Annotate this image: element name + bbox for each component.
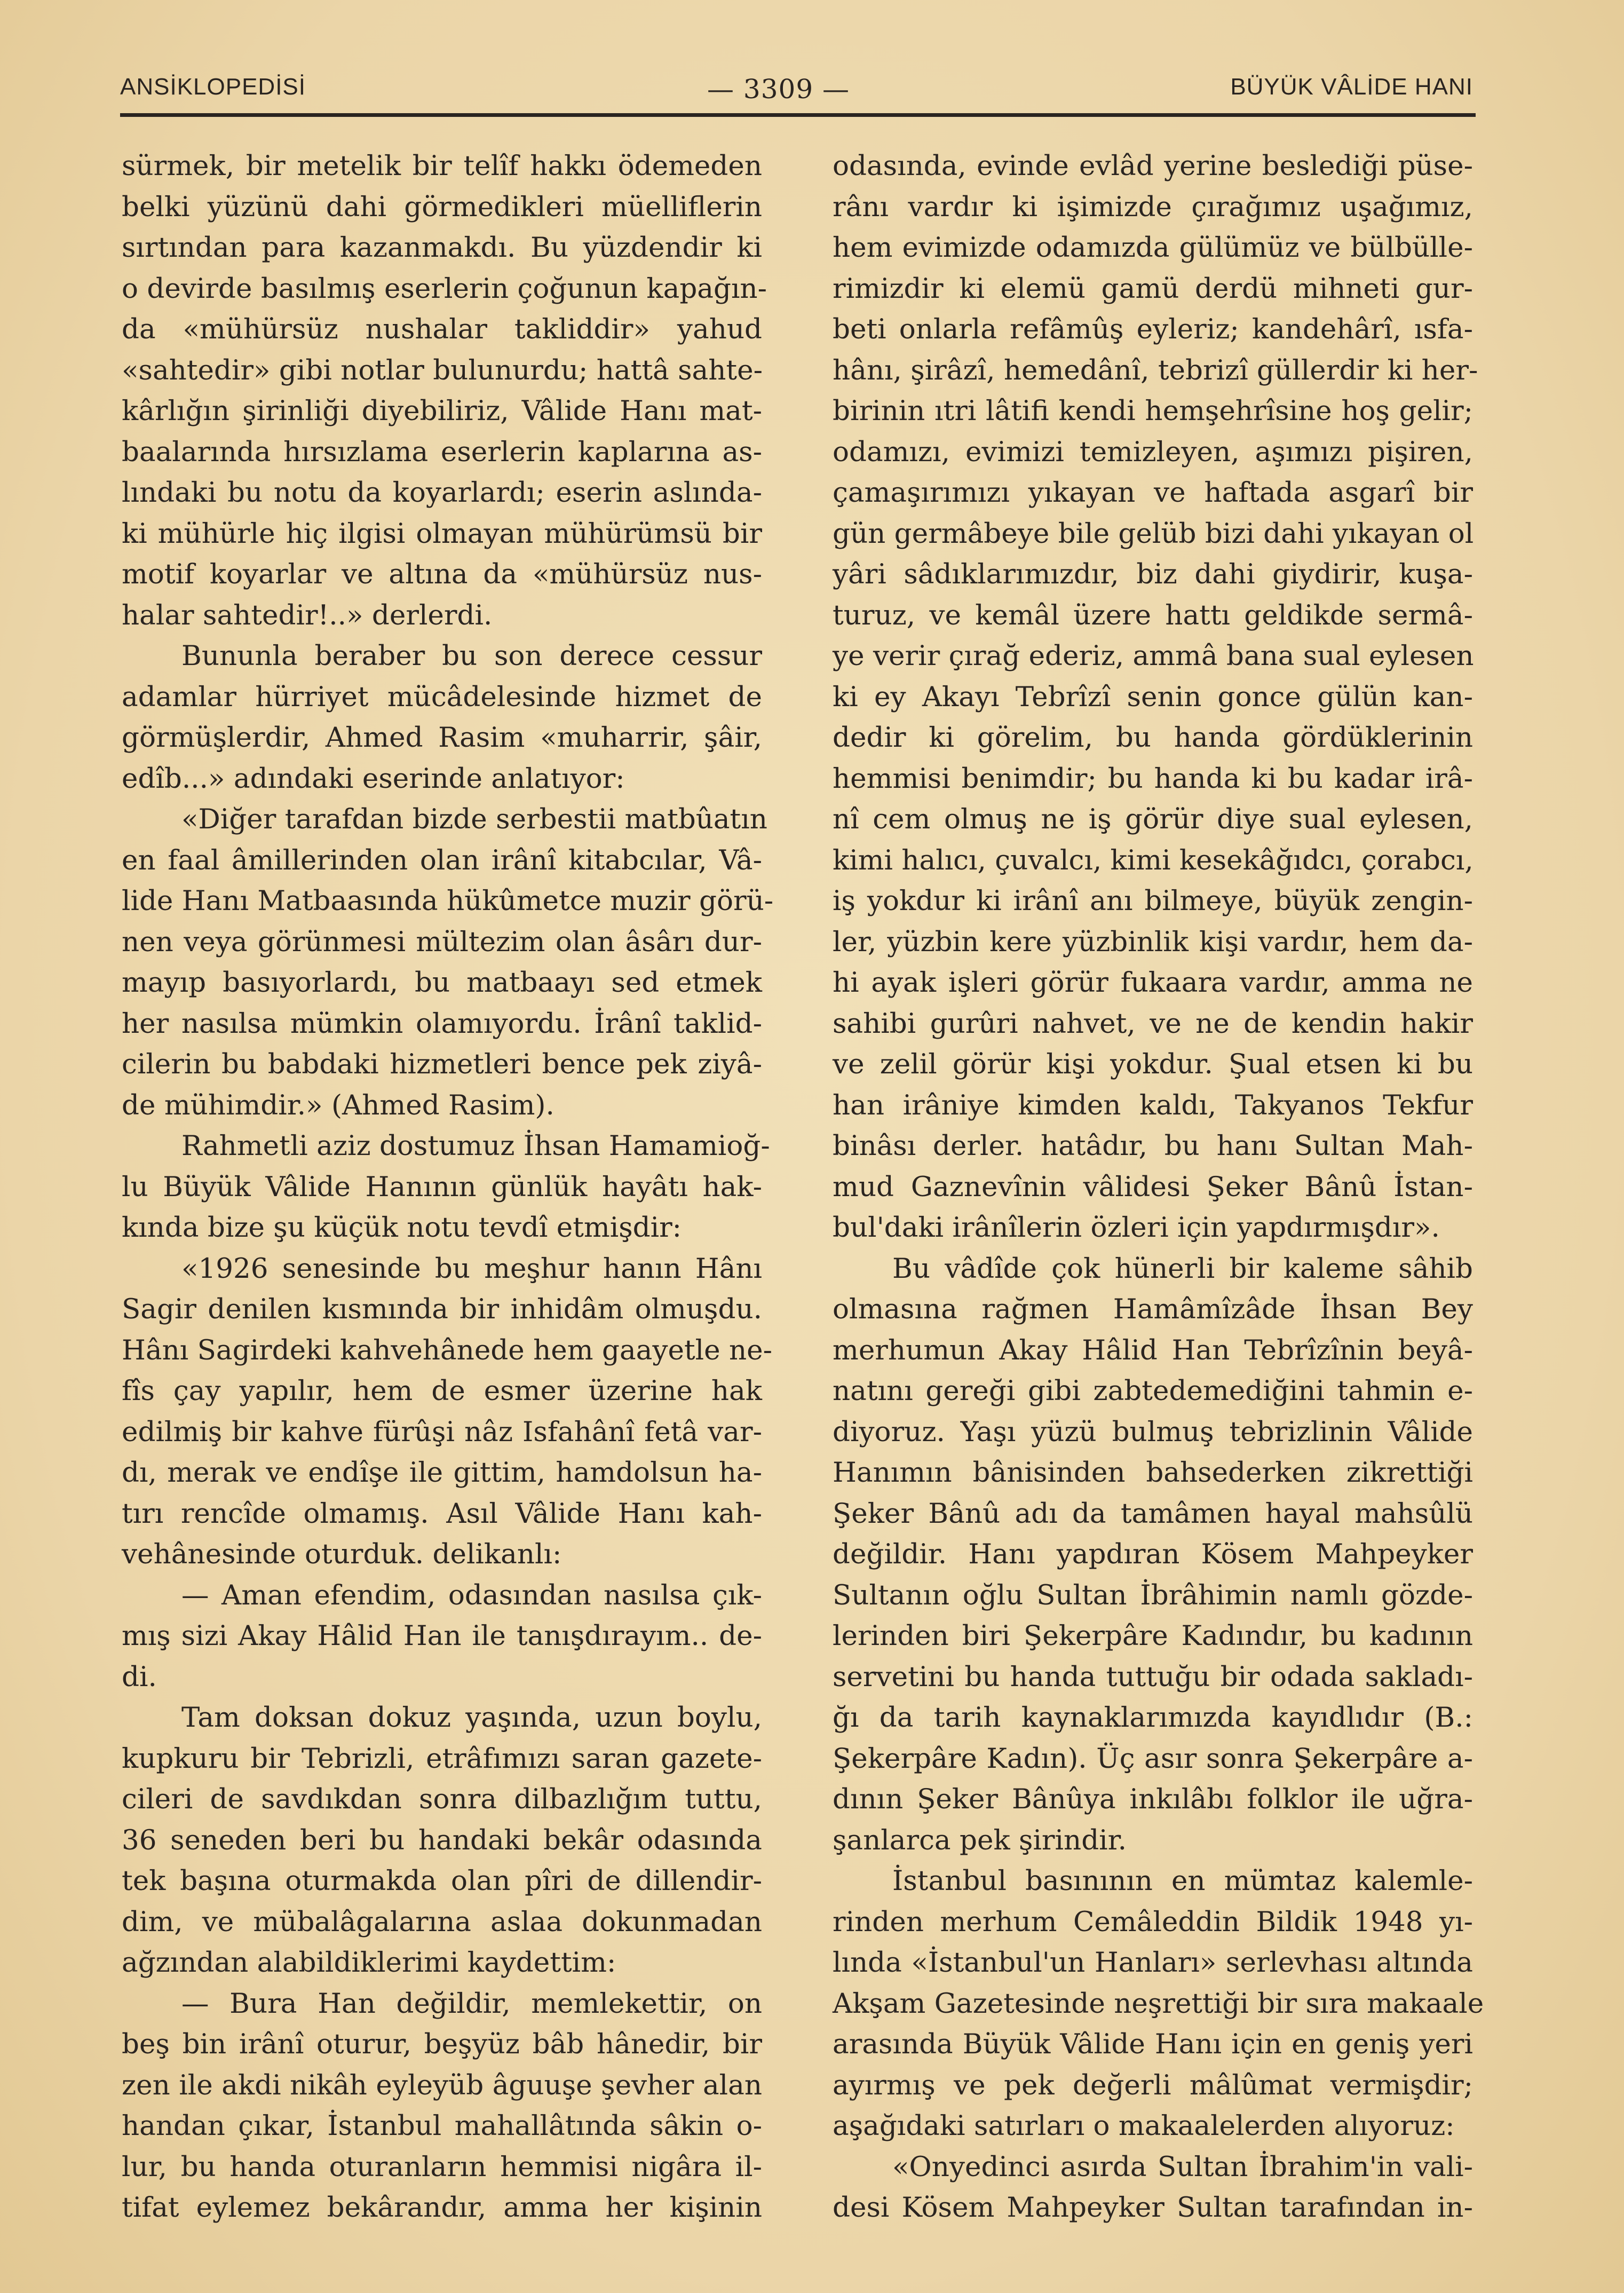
text-line: tek başına oturmakda olan pîri de dillendir- [122, 1865, 762, 1897]
text-line: lide Hanı Matbaasında hükûmetce muzir görü- [122, 885, 774, 917]
text-line: «Onyedinci asırda Sultan İbrahim'in vali- [892, 2150, 1473, 2183]
text-line: bul'daki irânîlerin özleri için yapdırmışdır». [833, 1212, 1440, 1244]
text-line: vehânesinde oturduk. delikanlı: [122, 1538, 562, 1570]
text-line: binâsı derler. hatâdır, bu hanı Sultan Mah- [833, 1130, 1473, 1162]
text-line: edîb...» adındaki eserinde anlatıyor: [122, 762, 625, 795]
text-line: Bununla beraber bu son derece cessur [181, 640, 762, 672]
text-line: baalarında hırsızlama eserlerin kaplarına as- [122, 436, 762, 468]
text-line: birinin ıtri lâtifi kendi hemşehrîsine hoş gelir; [833, 395, 1473, 427]
text-line: arasında Büyük Vâlide Hanı için en geniş yeri [833, 2028, 1473, 2060]
text-line: çamaşırımızı yıkayan ve haftada asgarî bir [833, 477, 1473, 509]
text-line: belki yüzünü dahi görmedikleri müelliflerin [122, 191, 762, 223]
text-line: edilmiş bir kahve fürûşi nâz Isfahânî fetâ var- [122, 1416, 762, 1448]
text-line: tırı rencîde olmamış. Asıl Vâlide Hanı kah- [122, 1497, 762, 1530]
text-line: ye verir çırağ ederiz, ammâ bana sual eylesen [833, 640, 1474, 672]
text-line: Şekerpâre Kadın). Üç asır sonra Şekerpâre a- [833, 1742, 1473, 1775]
text-line: gün germâbeye bile gelüb bizi dahi yıkayan ol [833, 517, 1474, 550]
text-line: motif koyarlar ve altına da «mühürsüz nus- [122, 558, 762, 590]
text-line: yâri sâdıklarımızdır, biz dahi giydirir, kuşa- [833, 558, 1473, 590]
header-encyclopedia-title: ANSİKLOPEDİSİ [120, 74, 306, 100]
text-line: merhumun Akay Hâlid Han Tebrîzînin beyâ- [833, 1334, 1473, 1366]
text-line: han irâniye kimden kaldı, Takyanos Tekfur [833, 1089, 1473, 1121]
text-line: hem evimizde odamızda gülümüz ve bülbülle- [833, 232, 1473, 264]
header-entry-title: BÜYÜK VÂLİDE HANI [1230, 74, 1473, 100]
text-line: değildir. Hanı yapdıran Kösem Mahpeyker [833, 1538, 1473, 1570]
text-line: kimi halıcı, çuvalcı, kimi kesekâğıdcı, çorabcı, [833, 844, 1474, 876]
text-line: fîs çay yapılır, hem de esmer üzerine hak [122, 1375, 762, 1407]
page-number: — 3309 — [707, 74, 850, 105]
text-line: lındaki bu notu da koyarlardı; eserin aslında- [122, 477, 762, 509]
text-line: dı, merak ve endîşe ile gittim, hamdolsun ha- [122, 1457, 762, 1489]
text-line: ğı da tarih kaynaklarımızda kayıdlıdır (B.: [833, 1702, 1473, 1734]
text-line: de mühimdir.» (Ahmed Rasim). [122, 1089, 554, 1121]
text-line: di. [122, 1661, 157, 1693]
text-line: ve zelil görür kişi yokdur. Şual etsen ki bu [833, 1048, 1473, 1080]
text-line: ki mühürle hiç ilgisi olmayan mühürümsü bir [122, 517, 762, 550]
text-line: hi ayak işleri görür fukaara vardır, amma ne [833, 967, 1473, 999]
text-line: o devirde basılmış eserlerin çoğunun kapağın- [122, 272, 767, 305]
text-line: hemmisi benimdir; bu handa ki bu kadar irâ- [833, 762, 1473, 795]
text-line: ağzından alabildiklerimi kaydettim: [122, 1947, 616, 1979]
text-line: tifat eylemez bekârandır, amma her kişinin [122, 2192, 762, 2224]
text-line: aşağıdaki satırları o makaalelerden alıyoruz: [833, 2110, 1455, 2142]
text-line: halar sahtedir!..» derlerdi. [122, 599, 493, 631]
text-line: — Aman efendim, odasından nasılsa çık- [181, 1579, 762, 1611]
text-line: «Diğer tarafdan bizde serbestii matbûatın [181, 803, 767, 835]
text-line: natını gereği gibi zabtedemediğini tahmin e- [833, 1375, 1473, 1407]
text-line: — Bura Han değildir, memlekettir, on [181, 1987, 762, 2020]
text-line: odamızı, evimizi temizleyen, aşımızı pişiren, [833, 436, 1473, 468]
text-line: cilerin bu babdaki hizmetleri bence pek ziyâ- [122, 1048, 762, 1080]
text-line: sahibi gurûri nahvet, ve ne de kendin hakir [833, 1007, 1473, 1040]
text-line: olmasına rağmen Hamâmîzâde İhsan Bey [833, 1293, 1473, 1325]
text-line: handan çıkar, İstanbul mahallâtında sâkin o- [122, 2110, 762, 2142]
text-line: hânı, şirâzî, hemedânî, tebrizî güllerdir ki her- [833, 354, 1478, 386]
text-line: Hânı Sagirdeki kahvehânede hem gaayetle ne- [122, 1334, 773, 1366]
text-line: lerinden biri Şekerpâre Kadındır, bu kadının [833, 1620, 1473, 1652]
text-line: iş yokdur ki irânî anı bilmeye, büyük zengin- [833, 885, 1473, 917]
text-line: en faal âmillerinden olan irânî kitabcılar, Vâ- [122, 844, 762, 876]
text-line: 36 seneden beri bu handaki bekâr odasında [122, 1824, 762, 1856]
text-line: her nasılsa mümkin olamıyordu. İrânî taklid- [122, 1007, 762, 1040]
text-line: mış sizi Akay Hâlid Han ile tanışdırayım.. de- [122, 1620, 762, 1652]
text-line: Sultanın oğlu Sultan İbrâhimin namlı gözde- [833, 1579, 1473, 1611]
text-line: odasında, evinde evlâd yerine beslediği püse- [833, 150, 1473, 182]
text-line: rânı vardır ki işimizde çırağımız uşağımız, [833, 191, 1473, 223]
text-line: şanlarca pek şirindir. [833, 1824, 1127, 1856]
text-line: servetini bu handa tuttuğu bir odada sakladı- [833, 1661, 1473, 1693]
text-line: kupkuru bir Tebrizli, etrâfımızı saran gazete- [122, 1742, 762, 1775]
text-line: diyoruz. Yaşı yüzü bulmuş tebrizlinin Vâlide [833, 1416, 1473, 1448]
text-line: kında bize şu küçük notu tevdî etmişdir: [122, 1212, 682, 1244]
text-line: ayırmış ve pek değerli mâlûmat vermişdir; [833, 2069, 1473, 2101]
text-line: «sahtedir» gibi notlar bulunurdu; hattâ sahte- [122, 354, 763, 386]
text-line: lında «İstanbul'un Hanları» serlevhası altında [833, 1947, 1473, 1979]
text-line: Bu vâdîde çok hünerli bir kaleme sâhib [892, 1252, 1473, 1285]
text-line: dim, ve mübalâgalarına aslaa dokunmadan [122, 1905, 762, 1938]
text-line: ki ey Akayı Tebrîzî senin gonce gülün kan- [833, 681, 1473, 713]
text-line: nen veya görünmesi mültezim olan âsârı dur- [122, 926, 762, 958]
text-line: desi Kösem Mahpeyker Sultan tarafından in- [833, 2192, 1473, 2224]
text-line: Rahmetli aziz dostumuz İhsan Hamamioğ- [181, 1130, 770, 1162]
text-line: zen ile akdi nikâh eyleyüb âguuşe şevher alan [122, 2069, 762, 2101]
page-header [120, 74, 1473, 106]
text-line: rinden merhum Cemâleddin Bildik 1948 yı- [833, 1905, 1473, 1938]
left-text-column [122, 146, 774, 2228]
text-line: ler, yüzbin kere yüzbinlik kişi vardır, hem da- [833, 926, 1473, 958]
text-line: sırtından para kazanmakdı. Bu yüzdendir ki [122, 232, 762, 264]
text-line: dının Şeker Bânûya inkılâbı folklor ile uğra- [833, 1783, 1473, 1815]
text-line: kârlığın şirinliği diyebiliriz, Vâlide Hanı mat- [122, 395, 762, 427]
text-line: mayıp basıyorlardı, bu matbaayı sed etmek [122, 967, 762, 999]
text-line: Tam doksan dokuz yaşında, uzun boylu, [181, 1702, 762, 1734]
text-line: cileri de savdıkdan sonra dilbazlığım tuttu, [122, 1783, 762, 1815]
text-line: sürmek, bir metelik bir telîf hakkı ödemeden [122, 150, 762, 182]
text-line: nî cem olmuş ne iş görür diye sual eylesen, [833, 803, 1473, 835]
text-line: beş bin irânî oturur, beşyüz bâb hânedir, bir [122, 2028, 762, 2060]
text-line: İstanbul basınının en mümtaz kalemle- [892, 1865, 1473, 1897]
text-line: dedir ki görelim, bu handa gördüklerinin [833, 722, 1473, 754]
text-line: Şeker Bânû adı da tamâmen hayal mahsûlü [833, 1497, 1473, 1530]
text-line: «1926 senesinde bu meşhur hanın Hânı [181, 1252, 762, 1285]
header-rule [120, 113, 1476, 117]
text-line: rimizdir ki elemü gamü derdü mihneti gur- [833, 272, 1473, 305]
text-line: beti onlarla refâmûş eyleriz; kandehârî, ısfa- [833, 313, 1473, 345]
text-line: Akşam Gazetesinde neşrettiği bir sıra makaale [833, 1987, 1484, 2020]
text-line: lur, bu handa oturanların hemmisi nigâra il- [122, 2150, 762, 2183]
text-line: turuz, ve kemâl üzere hattı geldikde sermâ- [833, 599, 1473, 631]
text-line: lu Büyük Vâlide Hanının günlük hayâtı hak- [122, 1171, 762, 1203]
right-text-column [833, 146, 1484, 2228]
text-line: Sagir denilen kısmında bir inhidâm olmuşdu. [122, 1293, 762, 1325]
text-line: mud Gaznevînin vâlidesi Şeker Bânû İstan- [833, 1171, 1473, 1203]
text-line: görmüşlerdir, Ahmed Rasim «muharrir, şâir, [122, 722, 762, 754]
text-line: adamlar hürriyet mücâdelesinde hizmet de [122, 681, 762, 713]
text-line: da «mühürsüz nushalar takliddir» yahud [122, 313, 762, 345]
text-line: Hanımın bânisinden bahsederken zikrettiği [833, 1457, 1473, 1489]
